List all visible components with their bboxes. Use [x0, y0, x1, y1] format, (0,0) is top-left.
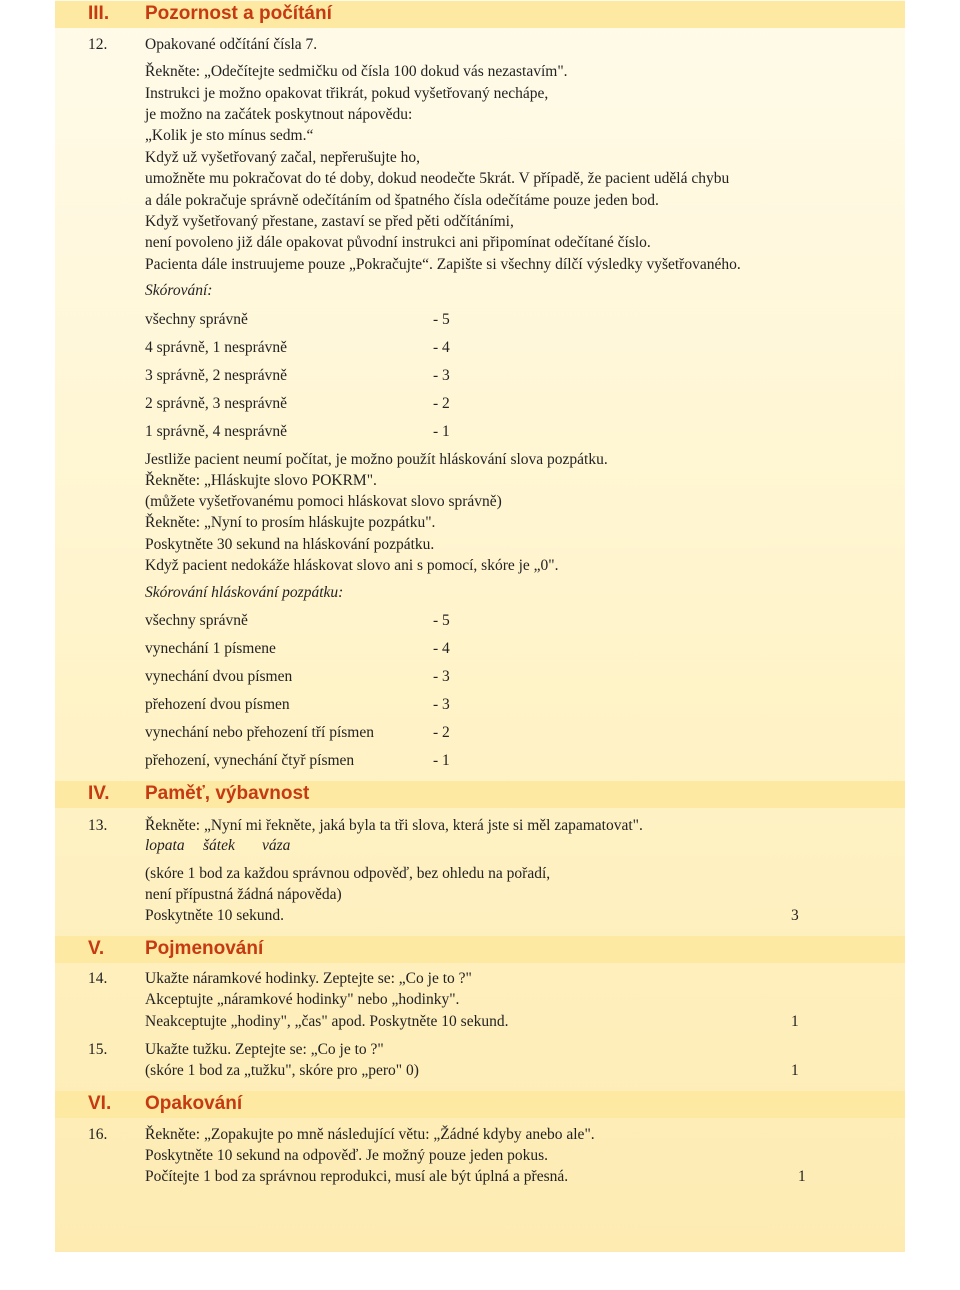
item-number: 12. [88, 36, 108, 53]
scoring-option: 2 správně, 3 nesprávně [145, 395, 288, 412]
spelling-scoring-value: - 5 [433, 612, 450, 629]
instruction-line: (skóre 1 bod za „tužku", skóre pro „pero" 0) [145, 1062, 419, 1079]
section-header-vi [55, 1091, 905, 1118]
scoring-value: - 3 [433, 367, 450, 384]
spelling-scoring-value: - 3 [433, 696, 450, 713]
spelling-instruction-line: (můžete vyšetřovanému pomoci hláskovat slovo správně) [145, 493, 502, 510]
section-header-iii [55, 1, 905, 28]
section-title: Paměť, výbavnost [145, 783, 310, 804]
instruction-line: Ukažte tužku. Zeptejte se: „Co je to ?" [145, 1041, 384, 1058]
instruction-line: a dále pokračuje správně odečítáním od špatného čísla odečítáme pouze jeden bod. [145, 192, 659, 209]
points-value: 1 [798, 1168, 806, 1185]
section-number: III. [88, 3, 110, 24]
spelling-scoring-option: vynechání nebo přehození tří písmen [145, 724, 374, 741]
spelling-instruction-line: Když pacient nedokáže hláskovat slovo ani s pomocí, skóre je „0". [145, 557, 559, 574]
scoring-option: 4 správně, 1 nesprávně [145, 339, 288, 356]
spelling-instruction-line: Jestliže pacient neumí počítat, je možno použít hláskování slova pozpátku. [145, 451, 608, 468]
spelling-scoring-label: Skórování hláskování pozpátku: [145, 584, 344, 601]
spelling-scoring-value: - 4 [433, 640, 450, 657]
instruction-line: Poskytněte 10 sekund. [145, 907, 285, 924]
instruction-line: Ukažte náramkové hodinky. Zeptejte se: „Co je to ?" [145, 970, 472, 987]
scoring-value: - 5 [433, 311, 450, 328]
instruction-line: není povoleno již dále opakovat původní instrukci ani připomínat odečítané číslo. [145, 234, 651, 251]
memory-word: váza [262, 837, 291, 854]
scoring-value: - 1 [433, 423, 450, 440]
instruction-line: Řekněte: „Zopakujte po mně následující větu: „Žádné kdyby anebo ale". [145, 1126, 595, 1143]
section-title: Pojmenování [145, 938, 264, 959]
instruction-line: Poskytněte 10 sekund na odpověď. Je možný pouze jeden pokus. [145, 1147, 549, 1164]
scoring-option: 3 správně, 2 nesprávně [145, 367, 288, 384]
memory-word: šátek [203, 837, 235, 854]
item-number: 13. [88, 817, 108, 834]
section-number: V. [88, 938, 105, 959]
spelling-scoring-value: - 3 [433, 668, 450, 685]
section-number: IV. [88, 783, 110, 804]
scoring-option: všechny správně [145, 311, 248, 328]
instruction-line: Neakceptujte „hodiny", „čas" apod. Poskytněte 10 sekund. [145, 1013, 509, 1030]
instruction-line: Akceptujte „náramkové hodinky" nebo „hodinky". [145, 991, 460, 1008]
section-header-v [55, 936, 905, 963]
points-value: 1 [791, 1062, 799, 1079]
spelling-scoring-value: - 2 [433, 724, 450, 741]
section-number: VI. [88, 1093, 112, 1114]
instruction-line: umožněte mu pokračovat do té doby, dokud neodečte 5krát. V případě, že pacient udělá chybu [145, 170, 730, 187]
instruction-line: není přípustná žádná nápověda) [145, 886, 342, 903]
spelling-scoring-option: přehození, vynechání čtyř písmen [145, 752, 355, 769]
points-value: 1 [791, 1013, 799, 1030]
memory-word: lopata [145, 837, 185, 854]
instruction-line: Když už vyšetřovaný začal, nepřerušujte ho, [145, 149, 421, 166]
section-title: Opakování [145, 1093, 243, 1114]
section-header-iv [55, 781, 905, 808]
spelling-scoring-option: všechny správně [145, 612, 248, 629]
spelling-instruction-line: Poskytněte 30 sekund na hláskování pozpátku. [145, 536, 435, 553]
spelling-instruction-line: Řekněte: „Hláskujte slovo POKRM". [145, 472, 377, 489]
spelling-scoring-option: přehození dvou písmen [145, 696, 290, 713]
instruction-line: je možno na začátek poskytnout nápovědu: [145, 106, 413, 123]
item-number: 14. [88, 970, 108, 987]
instruction-line: Pacienta dále instruujeme pouze „Pokračujte“. Zapište si všechny dílčí výsledky vyšetřovaného. [145, 256, 741, 273]
spelling-scoring-option: vynechání dvou písmen [145, 668, 293, 685]
instruction-line: (skóre 1 bod za každou správnou odpověď, bez ohledu na pořadí, [145, 865, 551, 882]
instruction-line: Počítejte 1 bod za správnou reprodukci, musí ale být úplná a přesná. [145, 1168, 569, 1185]
scoring-label: Skórování: [145, 282, 213, 299]
scoring-value: - 2 [433, 395, 450, 412]
points-value: 3 [791, 907, 799, 924]
instruction-line: Řekněte: „Nyní mi řekněte, jaká byla ta tři slova, která jste si měl zapamatovat". [145, 817, 643, 834]
instruction-line: „Kolik je sto mínus sedm.“ [145, 127, 314, 144]
scoring-value: - 4 [433, 339, 450, 356]
spelling-scoring-value: - 1 [433, 752, 450, 769]
item-number: 15. [88, 1041, 108, 1058]
instruction-line: Řekněte: „Odečítejte sedmičku od čísla 100 dokud vás nezastavím". [145, 63, 568, 80]
instruction-line: Když vyšetřovaný přestane, zastaví se před pěti odčítáními, [145, 213, 514, 230]
scoring-option: 1 správně, 4 nesprávně [145, 423, 288, 440]
item-number: 16. [88, 1126, 108, 1143]
spelling-scoring-option: vynechání 1 písmene [145, 640, 276, 657]
instruction-line: Instrukci je možno opakovat třikrát, pokud vyšetřovaný nechápe, [145, 85, 549, 102]
spelling-instruction-line: Řekněte: „Nyní to prosím hláskujte pozpátku". [145, 514, 436, 531]
section-title: Pozornost a počítání [145, 3, 332, 24]
item-heading: Opakované odčítání čísla 7. [145, 36, 318, 53]
